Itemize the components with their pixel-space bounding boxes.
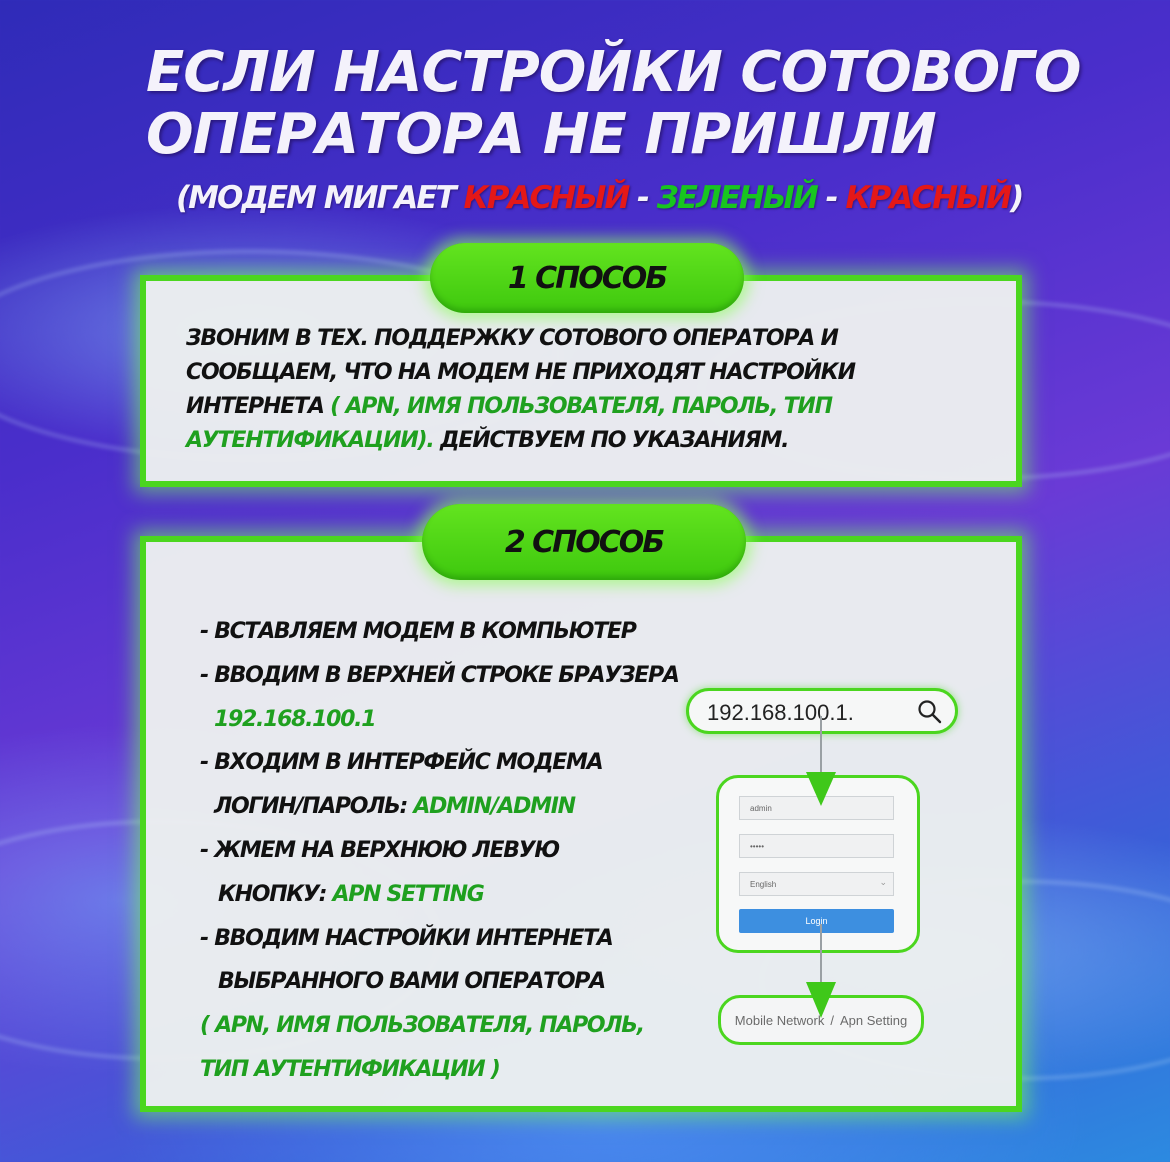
step-1: - ВСТАВЛЯЕМ МОДЕМ В КОМПЬЮТЕР <box>200 619 636 644</box>
method-1-text-green: ( APN, ИМЯ ПОЛЬЗОВАТЕЛЯ, ПАРОЛЬ, ТИП АУТЕНТИФИКАЦИИ). <box>186 394 832 453</box>
breadcrumb-apn-setting: Apn Setting <box>840 1012 908 1028</box>
arrow-down-icon <box>798 714 844 810</box>
language-select <box>739 872 894 896</box>
step-5: - ВВОДИМ НАСТРОЙКИ ИНТЕРНЕТА <box>200 925 613 951</box>
arrow-down-icon <box>798 922 844 1022</box>
step-5-green-2: ТИП АУТЕНТИФИКАЦИИ ) <box>200 1056 500 1082</box>
method-1-text-a: ЗВОНИМ В ТЕХ. ПОДДЕРЖКУ СОТОВОГО ОПЕРАТОРА И СООБЩАЕМ, ЧТО НА МОДЕМ НЕ ПРИХОДЯТ НАСТРОЙКИ ИНТЕРНЕТА <box>186 326 855 419</box>
breadcrumb-separator: / <box>830 1012 834 1028</box>
subtitle-red-1: КРАСНЫЙ <box>463 180 629 216</box>
title-line-2: ОПЕРАТОРА НЕ ПРИШЛИ <box>146 102 936 167</box>
subtitle-red-2: КРАСНЫЙ <box>845 180 1011 216</box>
subtitle-green: ЗЕЛЕНЫЙ <box>656 180 817 216</box>
subtitle <box>176 180 1022 216</box>
step-3: - ВХОДИМ В ИНТЕРФЕЙС МОДЕМА <box>200 750 603 776</box>
breadcrumb-mobile-network: Mobile Network <box>734 1012 825 1028</box>
step-3-label: ЛОГИН/ПАРОЛЬ: <box>214 794 414 820</box>
subtitle-prefix: (МОДЕМ МИГАЕТ <box>176 180 464 216</box>
step-2-value: 192.168.100.1 <box>214 706 376 732</box>
step-5-green-1: ( APN, ИМЯ ПОЛЬЗОВАТЕЛЯ, ПАРОЛЬ, <box>200 1013 644 1039</box>
method-1-badge: 1 СПОСОБ <box>430 243 744 313</box>
subtitle-sep-1: - <box>628 180 657 216</box>
search-icon <box>917 699 943 730</box>
step-5-cont: ВЫБРАННОГО ВАМИ ОПЕРАТОРА <box>218 969 605 995</box>
method-1-text <box>186 322 986 458</box>
step-4-label: КНОПКУ: <box>218 881 333 907</box>
step-2: - ВВОДИМ В ВЕРХНЕЙ СТРОКЕ БРАУЗЕРА <box>200 662 679 688</box>
password-field: ••••• <box>739 834 894 858</box>
step-3-value: ADMIN/ADMIN <box>413 794 575 820</box>
subtitle-sep-2: - <box>816 180 846 216</box>
username-field: admin <box>739 796 894 820</box>
subtitle-suffix: ) <box>1010 180 1023 216</box>
method-2-steps <box>200 610 680 1092</box>
language-value: English <box>750 880 777 889</box>
step-4: - ЖМЕМ НА ВЕРХНЮЮ ЛЕВУЮ <box>200 837 559 863</box>
login-button: Login <box>739 909 894 933</box>
address-text: 192.168.100.1. <box>707 700 854 725</box>
step-4-value: APN SETTING <box>332 881 484 907</box>
page-title <box>146 42 1080 166</box>
method-2-badge: 2 СПОСОБ <box>422 504 746 580</box>
chevron-down-icon: ⌄ <box>879 877 887 887</box>
step-4-button <box>200 873 680 917</box>
title-line-1: ЕСЛИ НАСТРОЙКИ СОТОВОГО <box>146 40 1081 105</box>
step-3-credentials <box>200 785 680 829</box>
method-1-text-b: ДЕЙСТВУЕМ ПО УКАЗАНИЯМ. <box>433 428 789 453</box>
